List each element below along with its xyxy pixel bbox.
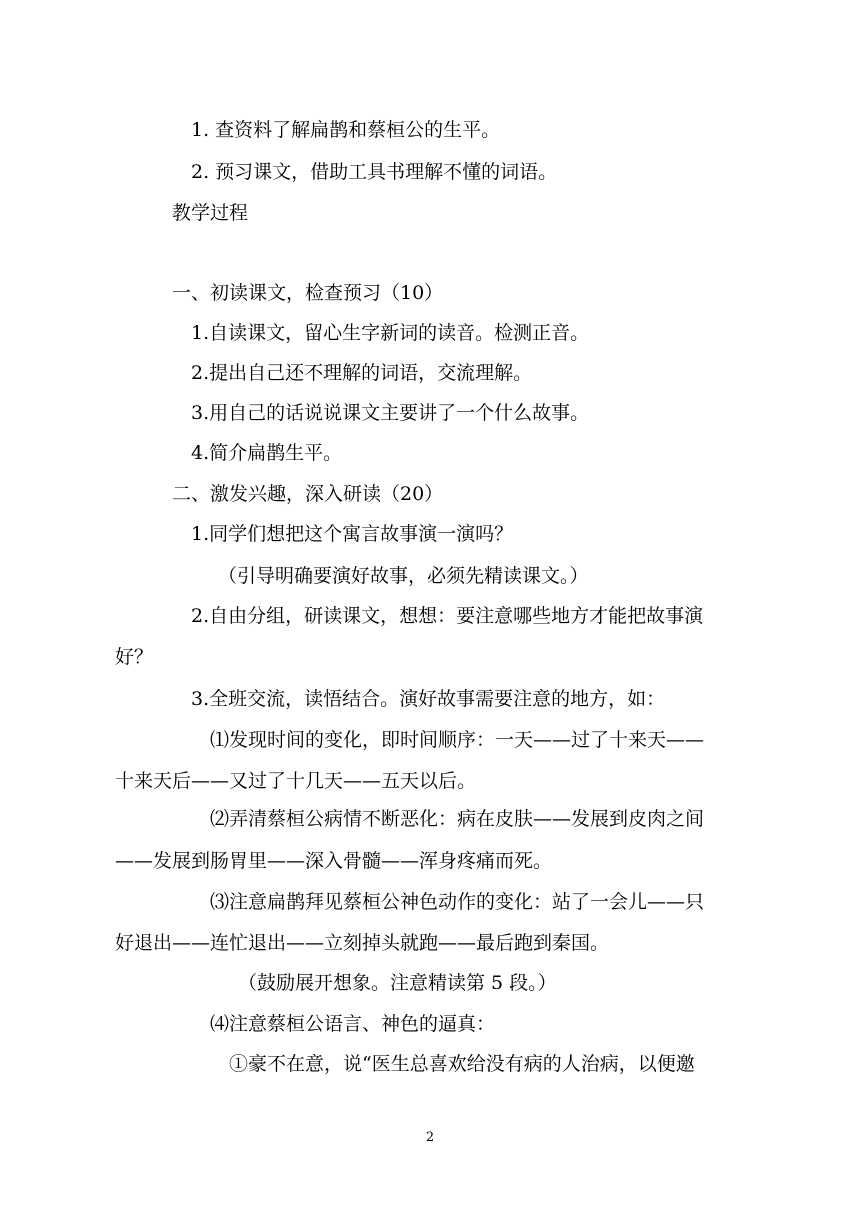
step-1-1: 1.自读课文，留心生字新词的读音。检测正音。 [191,322,590,344]
step-2-1-note: （引导明确要演好故事，必须先精读课文。） [218,565,589,587]
step-2-2: 2.自由分组，研读课文，想想：要注意哪些地方才能把故事演 [191,605,704,627]
step-1-2: 2.提出自己还不理解的词语，交流理解。 [191,362,533,384]
point-4: ⑷注意蔡桓公语言、神色的逼真： [210,1013,496,1035]
section-heading-2: 二、激发兴趣，深入研读（20） [172,483,444,505]
step-2-3: 3.全班交流，读悟结合。演好故事需要注意的地方，如： [191,688,666,710]
point-1-continued: 十来天后——又过了十几天——五天以后。 [115,770,477,792]
point-2: ⑵弄清蔡桓公病情不断恶化：病在皮肤——发展到皮肉之间 [210,808,705,830]
prep-item-1: 1. 查资料了解扁鹊和蔡桓公的生平。 [191,119,501,141]
point-3-continued: 好退出——连忙退出——立刻掉头就跑——最后跑到秦国。 [115,932,610,954]
point-1: ⑴发现时间的变化，即时间顺序：一天——过了十来天—— [210,729,705,751]
point-3: ⑶注意扁鹊拜见蔡桓公神色动作的变化：站了一会儿——只 [210,891,705,913]
page-number: 2 [425,1130,435,1145]
section-heading-1: 一、初读课文，检查预习（10） [172,282,444,304]
step-1-4: 4.简介扁鹊生平。 [191,442,343,464]
point-3-note: （鼓励展开想象。注意精读第 5 段。） [238,972,557,994]
step-2-1: 1.同学们想把这个寓言故事演一演吗？ [191,523,514,545]
section-heading-teaching-process: 教学过程 [172,202,249,224]
point-2-continued: ——发展到肠胃里——深入骨髓——浑身疼痛而死。 [115,850,553,872]
point-4-sub-1: ①豪不在意，说“医生总喜欢给没有病的人治病，以便邀 [229,1053,695,1075]
step-2-2-continued: 好？ [115,646,154,668]
prep-item-2: 2. 预习课文，借助工具书理解不懂的词语。 [191,161,558,183]
step-1-3: 3.用自己的话说说课文主要讲了一个什么故事。 [191,402,590,424]
